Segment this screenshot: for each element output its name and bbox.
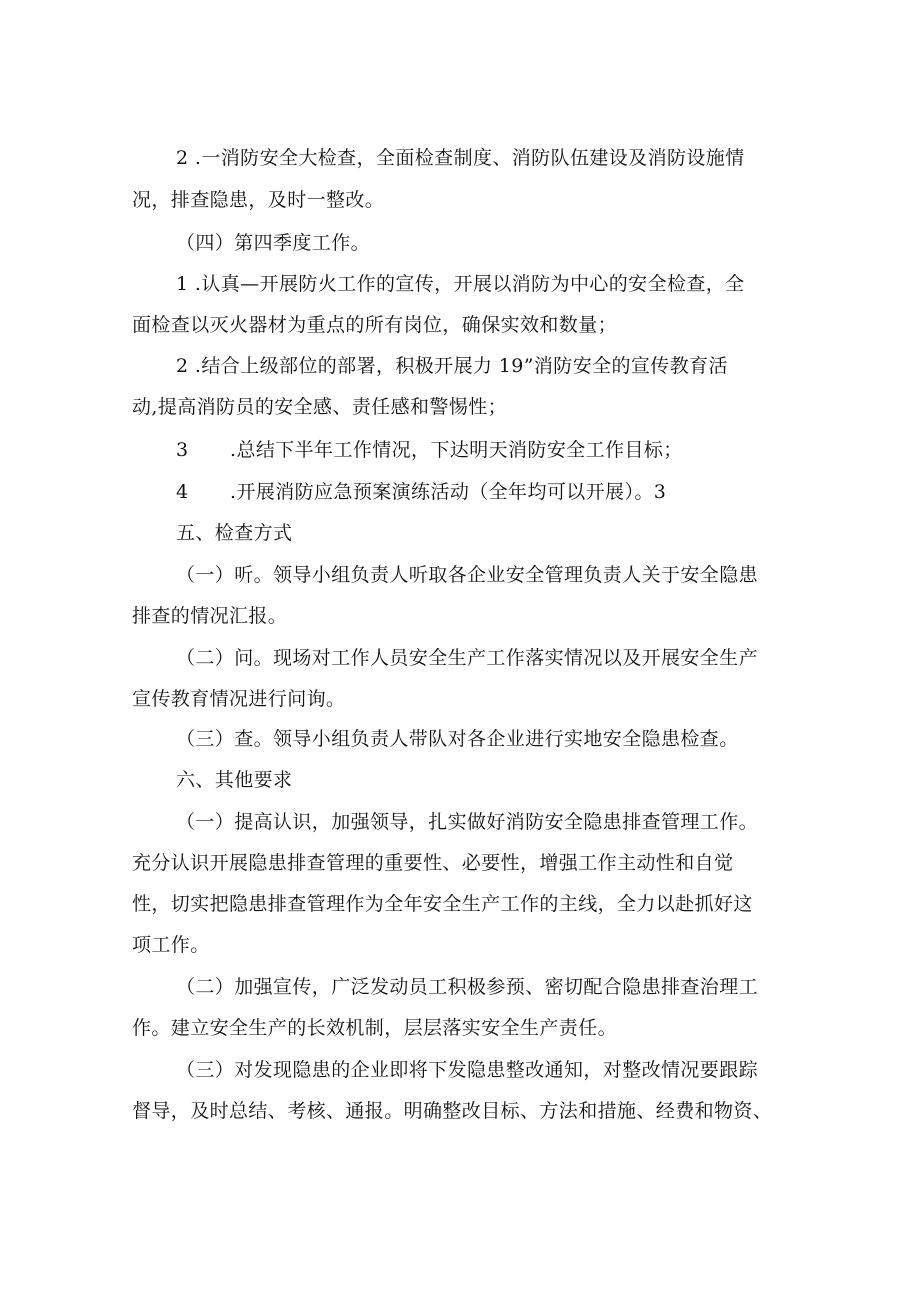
text-line: .开展消防应急预案演练活动（全年均可以开展）。3 bbox=[230, 481, 667, 503]
text-line: 项工作。 bbox=[132, 934, 210, 956]
text-line: .总结下半年工作情况，下达明天消防安全工作目标； bbox=[230, 439, 683, 461]
text-line: 作。建立安全生产的长效机制，层层落实安全生产责任。 bbox=[132, 1017, 618, 1039]
section-heading: 五、检查方式 bbox=[176, 522, 293, 544]
text-line: （二）问。现场对工作人员安全生产工作落实情况以及开展安全生产 bbox=[176, 647, 759, 669]
section-heading: 六、其他要求 bbox=[176, 769, 293, 791]
text-line: （四）第四季度工作。 bbox=[176, 232, 371, 254]
text-line: 动,提高消防员的安全感、责任感和警惕性； bbox=[132, 396, 508, 418]
text-line: （三）查。领导小组负责人带队对各企业进行实地安全隐患检查。 bbox=[176, 728, 739, 750]
text-line: 2 .结合上级部位的部署，积极开展力 19”消防安全的宣传教育活 bbox=[176, 355, 728, 377]
text-line: （一）提高认识，加强领导，扎实做好消防安全隐患排查管理工作。 bbox=[176, 811, 759, 833]
text-line: （二）加强宣传，广泛发动员工积极参预、密切配合隐患排查治理工 bbox=[176, 976, 759, 998]
text-line: 督导，及时总结、考核、通报。明确整改目标、方法和措施、经费和物资、 bbox=[132, 1100, 773, 1122]
text-line: （一）听。领导小组负责人听取各企业安全管理负责人关于安全隐患 bbox=[176, 564, 759, 586]
text-line: 面检查以灭火器材为重点的所有岗位，确保实效和数量； bbox=[132, 314, 618, 336]
text-line: 宣传教育情况进行问询。 bbox=[132, 688, 346, 710]
text-line: 性，切实把隐患排查管理作为全年安全生产工作的主线，全力以赴抓好这 bbox=[132, 893, 753, 915]
text-line: 况，排查隐患，及时一整改。 bbox=[132, 189, 385, 211]
text-line: 1 .认真—开展防火工作的宣传，开展以消防为中心的安全检查，全 bbox=[176, 273, 745, 295]
text-line: 充分认识开展隐患排查管理的重要性、必要性，增强工作主动性和自觉 bbox=[132, 852, 734, 874]
list-number: 3 bbox=[176, 439, 189, 461]
list-number: 4 bbox=[176, 481, 189, 503]
text-line: 排查的情况汇报。 bbox=[132, 605, 288, 627]
text-line: 2 .一消防安全大检查，全面检查制度、消防队伍建设及消防设施情 bbox=[176, 147, 745, 169]
text-line: （三）对发现隐患的企业即将下发隐患整改通知，对整改情况要跟踪 bbox=[176, 1059, 759, 1081]
